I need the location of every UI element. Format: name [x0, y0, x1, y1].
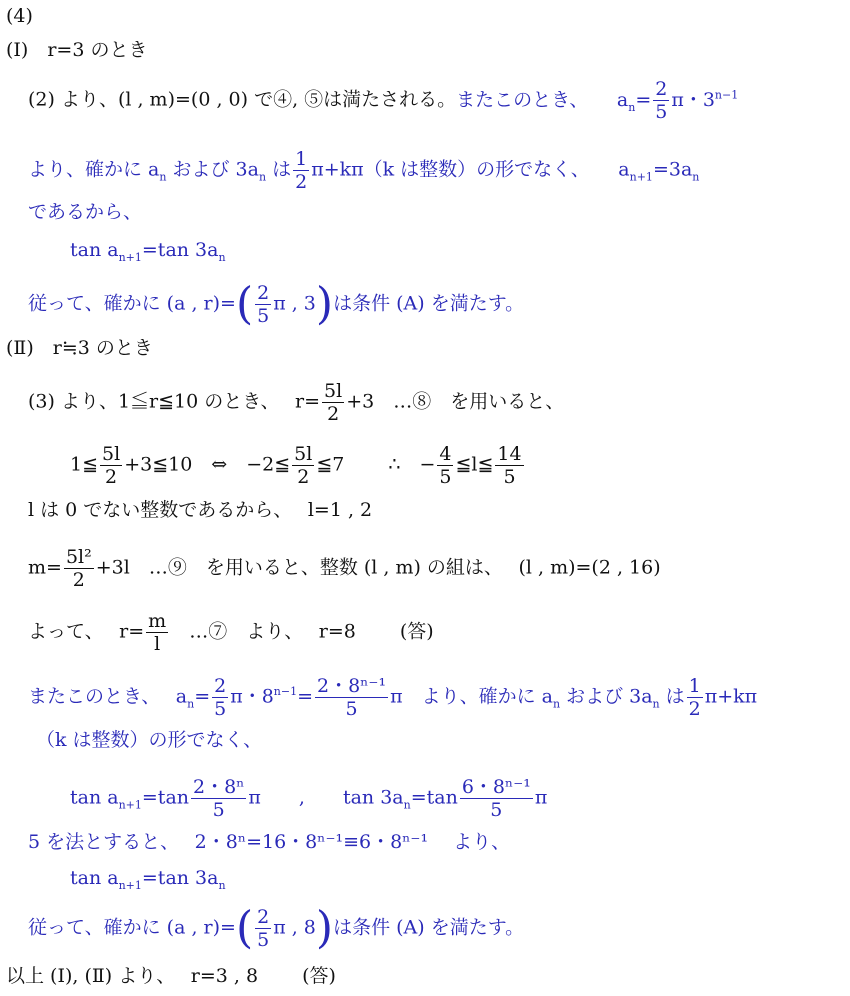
text: π+kπ	[704, 685, 758, 708]
fraction	[687, 675, 703, 720]
numerator: 2	[257, 906, 270, 928]
case2-line3: l は 0 でない整数であるから、 l=1 , 2	[28, 499, 373, 521]
subscript: n	[552, 697, 561, 711]
case1-title: (Ⅰ) r=3 のとき	[6, 39, 148, 61]
fraction	[146, 610, 168, 655]
text: (3) より、1≦r≦10 のとき、 r=	[28, 390, 321, 413]
text: +3 …⑧ を用いると、	[346, 390, 565, 413]
case2-line4	[28, 546, 850, 591]
text: tan a	[70, 239, 119, 261]
denominator: 5	[257, 305, 270, 327]
case2-line2	[70, 443, 850, 488]
denominator: 2	[327, 403, 340, 425]
numerator: 2	[655, 78, 668, 100]
text: π より、確かに a	[390, 685, 553, 708]
text: は条件 (A) を満たす。	[333, 292, 525, 315]
text: =tan 3a	[141, 239, 219, 261]
fraction	[64, 546, 94, 591]
numerator: 6・8ⁿ⁻¹	[461, 776, 531, 798]
fraction	[315, 675, 388, 720]
subscript: n	[187, 697, 195, 711]
numerator: 4	[439, 443, 452, 465]
denominator: 2	[688, 698, 701, 720]
text: 従って、確かに (a , r)=	[28, 292, 236, 315]
conclusion: 以上 (Ⅰ), (Ⅱ) より、 r=3 , 8 (答)	[6, 965, 336, 987]
subscript: n	[652, 697, 660, 711]
denominator: 5	[212, 799, 225, 821]
denominator: 5	[345, 698, 358, 720]
text: は条件 (A) を満たす。	[333, 916, 525, 939]
subscript: n	[258, 170, 267, 184]
numerator: 2・8ⁿ	[193, 776, 245, 798]
denominator: 2	[297, 466, 310, 488]
subscript: n	[692, 170, 700, 184]
fraction	[292, 443, 314, 488]
fraction	[437, 443, 453, 488]
text: =3a	[652, 158, 693, 181]
text: π+kπ（k は整数）の形でなく、 a	[311, 158, 630, 181]
text: =	[194, 685, 211, 708]
case1-line4	[70, 236, 850, 272]
fraction	[460, 776, 533, 821]
fraction	[100, 443, 122, 488]
text: 従って、確かに (a , r)=	[28, 916, 236, 939]
fraction	[653, 78, 669, 123]
text: tan a	[70, 786, 119, 809]
text: =	[297, 685, 314, 708]
text: =tan	[410, 786, 458, 809]
case2-line9: 5 を法とすると、 2・8ⁿ=16・8ⁿ⁻¹≡6・8ⁿ⁻¹ より、	[28, 831, 511, 853]
case2-line1	[28, 380, 850, 425]
fraction	[322, 380, 344, 425]
case2-line8	[70, 776, 850, 821]
denominator: 5	[503, 466, 516, 488]
case1-line1-text: (2) より、(l , m)=(0 , 0) で④, ⑤は満たされる。	[28, 88, 457, 111]
case2-line5	[28, 610, 850, 655]
text: +3l …⑨ を用いると、整数 (l , m) の組は、 (l , m)=(2 , 16)	[95, 556, 661, 579]
numerator: 5l²	[65, 546, 92, 568]
text: ≦7 ∴ −	[316, 453, 436, 476]
right-paren: )	[315, 902, 334, 954]
text: ≦l≦	[455, 453, 494, 476]
numerator: 5l	[102, 443, 121, 465]
text: +3≦10 ⇔ −2≦	[124, 453, 291, 476]
problem-number: (4)	[6, 5, 33, 27]
subscript: n+1	[629, 170, 653, 184]
superscript: n−1	[714, 88, 739, 102]
denominator: 2	[72, 569, 85, 591]
denominator: 2	[295, 171, 308, 193]
text: π , 8	[273, 916, 316, 939]
case1-line2	[28, 148, 850, 193]
case1-line3: であるから、	[28, 201, 143, 223]
case2-line6	[28, 675, 850, 720]
text: π , 3	[273, 292, 316, 315]
numerator: 2	[214, 675, 227, 697]
case1-line5	[28, 278, 850, 330]
text: π , tan 3a	[248, 786, 404, 809]
fraction	[191, 776, 246, 821]
subscript: n	[159, 170, 167, 184]
denominator: 5	[490, 799, 503, 821]
text: π・8	[230, 685, 274, 708]
case2-line10	[70, 864, 850, 900]
text: は	[266, 158, 292, 181]
numerator: 14	[497, 443, 522, 465]
text: 1≦	[70, 453, 99, 476]
case1-line1	[28, 78, 850, 123]
numerator: 1	[295, 148, 308, 170]
text: …⑦ より、 r=8 (答)	[170, 620, 434, 643]
text: は	[659, 685, 685, 708]
fraction	[255, 282, 271, 327]
text: またこのとき、 a	[28, 685, 188, 708]
text: および 3a	[560, 685, 653, 708]
text: よって、 r=	[28, 620, 145, 643]
superscript: n−1	[273, 685, 298, 699]
numerator: m	[148, 610, 167, 632]
numerator: 2	[257, 282, 270, 304]
numerator: 1	[688, 675, 701, 697]
fraction	[212, 675, 228, 720]
denominator: 5	[439, 466, 452, 488]
subscript: n	[403, 798, 411, 812]
denominator: 5	[257, 929, 270, 951]
subscript: n+1	[118, 878, 142, 892]
case2-line11	[28, 902, 850, 954]
text: より、確かに a	[28, 158, 160, 181]
text: π・3	[671, 88, 715, 111]
fraction	[255, 906, 271, 951]
text: またこのとき、 a	[456, 88, 629, 111]
text: π	[534, 786, 548, 809]
denominator: 5	[655, 101, 668, 123]
text: =tan	[141, 786, 190, 809]
left-paren: (	[235, 902, 254, 954]
subscript: n	[628, 100, 636, 114]
numerator: 5l	[324, 380, 343, 402]
left-paren: (	[235, 278, 254, 330]
denominator: 2	[105, 466, 118, 488]
fraction	[495, 443, 523, 488]
fraction	[293, 148, 309, 193]
text: tan a	[70, 867, 119, 889]
subscript: n	[218, 878, 226, 892]
right-paren: )	[315, 278, 334, 330]
denominator: 5	[214, 698, 227, 720]
subscript: n+1	[118, 798, 142, 812]
case2-title: (Ⅱ) r≒3 のとき	[6, 337, 153, 359]
text: =	[635, 88, 652, 111]
denominator: l	[154, 633, 161, 655]
case2-line7: （k は整数）の形でなく、	[36, 729, 263, 751]
subscript: n+1	[118, 250, 142, 264]
text: =tan 3a	[141, 867, 219, 889]
numerator: 5l	[294, 443, 313, 465]
numerator: 2・8ⁿ⁻¹	[317, 675, 387, 697]
subscript: n	[218, 250, 226, 264]
case1-line1-blue	[456, 78, 739, 123]
text: および 3a	[166, 158, 259, 181]
text: m=	[28, 556, 62, 579]
